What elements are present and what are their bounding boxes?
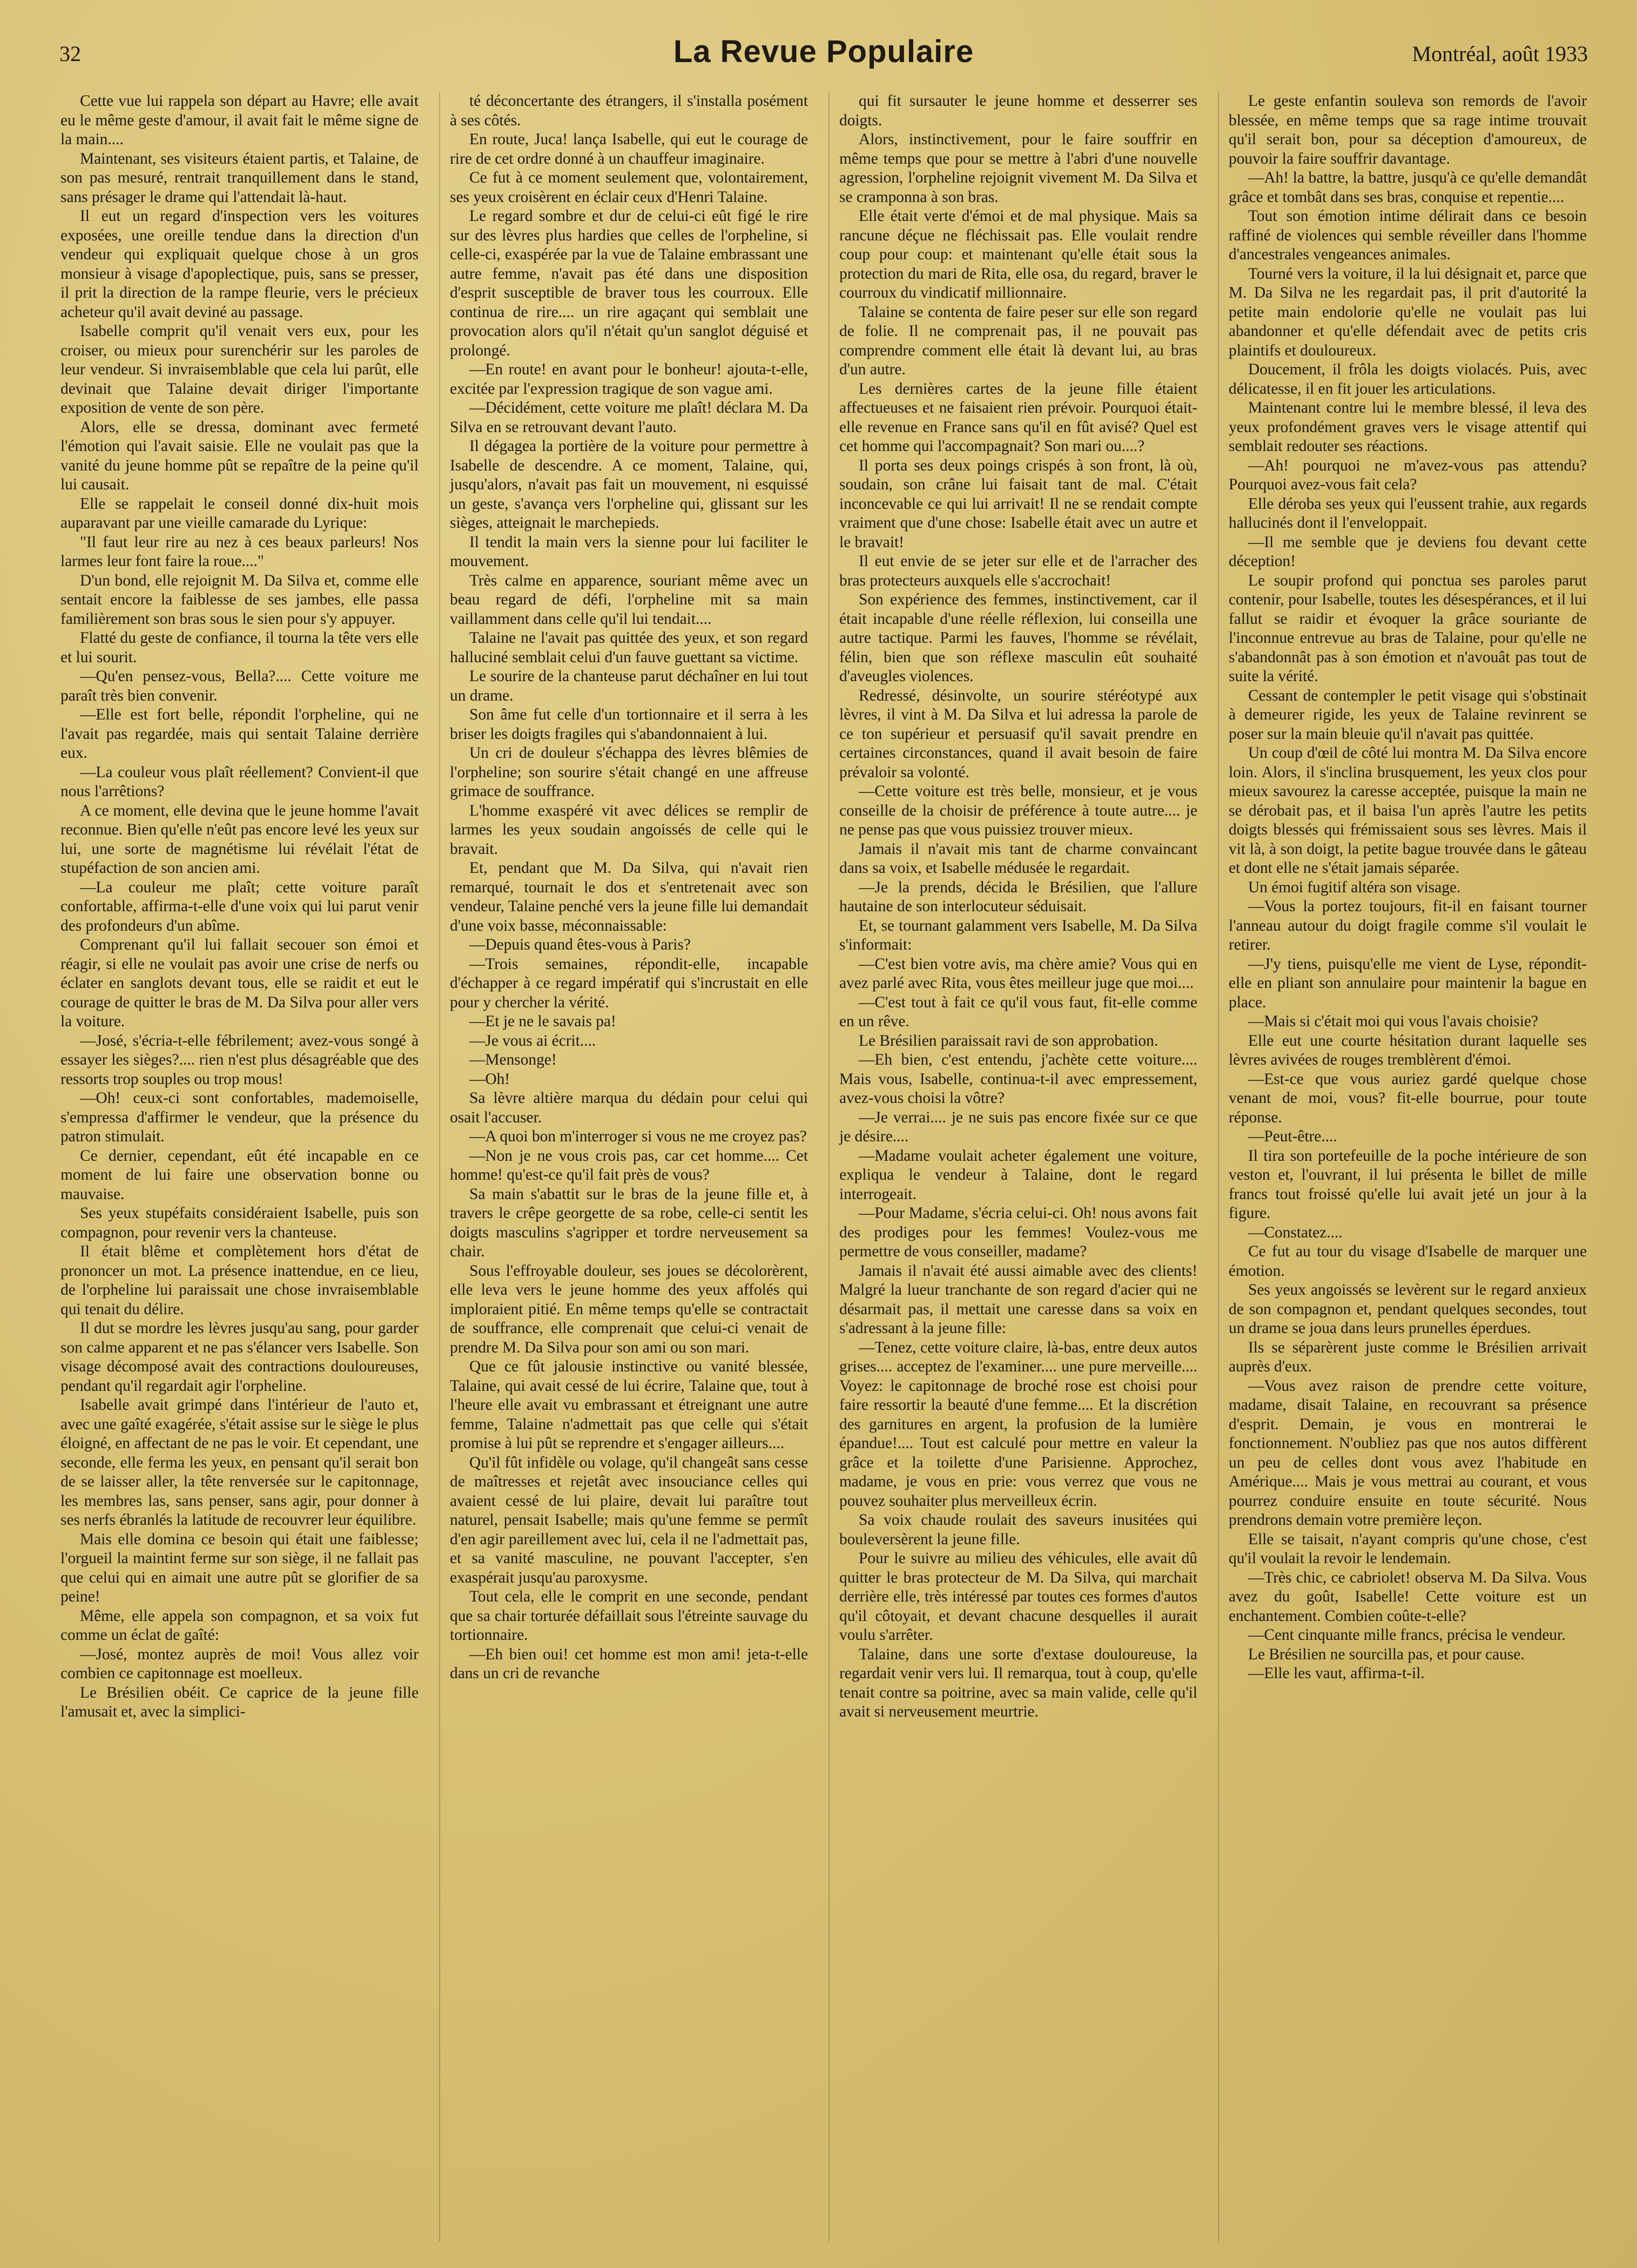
paragraph: Elle se taisait, n'ayant compris qu'une chose, c'est qu'il voulait la revoir le lendemain. xyxy=(1229,1530,1587,1567)
paragraph: —Tenez, cette voiture claire, là-bas, entre deux autos grises.... acceptez de l'examiner.... une pure merveille.... Voyez: le capitonnage de broché rose est choisi pour faire ressortir la beauté d'une femme.... Et la discrétion des garnitures en argent, la profusion de la lumière épandue!.... Tout est calculé pour mettre en valeur la grâce et la toilette d'une Parisienne. Approchez, madame, je vous en prie: vous verrez que vous ne pouvez souhaiter plus merveilleux écrin. xyxy=(839,1338,1197,1510)
paragraph: Le regard sombre et dur de celui-ci eût figé le rire sur des lèvres plus hardies que celles de l'orpheline, si celle-ci, exaspérée par la vue de Talaine embrassant une autre femme, n'avait pas été dans une disposition d'esprit susceptible de braver tous les courroux. Elle continua de rire.... un rire agaçant qui semblait une provocation alors qu'il n'était qu'un sanglot déguisé et prolongé. xyxy=(450,207,808,359)
article-columns xyxy=(60,92,1587,2242)
paragraph: Même, elle appela son compagnon, et sa voix fut comme un éclat de gaîté: xyxy=(60,1607,419,1644)
paragraph: Jamais il n'avait été aussi aimable avec des clients! Malgré la lueur tranchante de son regard d'acier qui ne désarmait pas, il mettait une caresse dans sa voix en s'adressant à la jeune fille: xyxy=(839,1262,1197,1337)
paragraph: Jamais il n'avait mis tant de charme convaincant dans sa voix, et Isabelle médusée le regardait. xyxy=(839,840,1197,877)
paragraph: —C'est tout à fait ce qu'il vous faut, fit-elle comme en un rêve. xyxy=(839,993,1197,1030)
paragraph: —Est-ce que vous auriez gardé quelque chose venant de moi, vous? fit-elle bourrue, pour toute réponse. xyxy=(1229,1070,1587,1126)
paragraph: —Trois semaines, répondit-elle, incapable d'échapper à ce regard impératif qui s'incrustait en elle pour y chercher la vérité. xyxy=(450,955,808,1011)
paragraph: Alors, elle se dressa, dominant avec fermeté l'émotion qui l'avait saisie. Elle ne voulait pas que la vanité du jeune homme pût se repaître de la peine qu'il lui causait. xyxy=(60,418,419,493)
paragraph: Elle déroba ses yeux qui l'eussent trahie, aux regards hallucinés dont il l'enveloppait. xyxy=(1229,495,1587,531)
paragraph: Cette vue lui rappela son départ au Havre; elle avait eu le même geste d'amour, il avait fait le même signe de la main.... xyxy=(60,92,419,148)
paragraph: —Décidément, cette voiture me plaît! déclara M. Da Silva en se retrouvant devant l'auto. xyxy=(450,399,808,436)
paragraph: Maintenant, ses visiteurs étaient partis, et Talaine, de son pas mesuré, rentrait tranquillement dans le stand, sans présager le drame qui l'attendait là-haut. xyxy=(60,150,419,206)
paragraph: Ce dernier, cependant, eût été incapable en ce moment de lui faire une observation bonne ou mauvaise. xyxy=(60,1147,419,1203)
paragraph: —J'y tiens, puisqu'elle me vient de Lyse, répondit-elle en pliant son annulaire pour maintenir la bague en place. xyxy=(1229,955,1587,1011)
paragraph: Il dut se mordre les lèvres jusqu'au sang, pour garder son calme apparent et ne pas s'élancer vers Isabelle. Son visage décomposé avait des contractions douloureuses, pendant qu'il regardait agir l'orpheline. xyxy=(60,1320,419,1395)
paragraph: Il tendit la main vers la sienne pour lui faciliter le mouvement. xyxy=(450,533,808,570)
text-column-2 xyxy=(439,92,808,2242)
paragraph: —Eh bien oui! cet homme est mon ami! jeta-t-elle dans un cri de revanche xyxy=(450,1645,808,1682)
paragraph: Ce fut au tour du visage d'Isabelle de marquer une émotion. xyxy=(1229,1243,1587,1280)
paragraph: A ce moment, elle devina que le jeune homme l'avait reconnue. Bien qu'elle n'eût pas encore levé les yeux sur lui, une sorte de magnétisme lui révélait l'état de stupéfaction de son ancien ami. xyxy=(60,802,419,877)
paragraph: —Oh! ceux-ci sont confortables, mademoiselle, s'empressa d'affirmer le vendeur, que la présence du patron stimulait. xyxy=(60,1089,419,1145)
paragraph: —A quoi bon m'interroger si vous ne me croyez pas? xyxy=(469,1128,807,1145)
paragraph: Très calme en apparence, souriant même avec un beau regard de défi, l'orpheline mit sa main vaillamment dans celle qu'il lui tendait.... xyxy=(450,571,808,628)
paragraph: —Madame voulait acheter également une voiture, expliqua le vendeur à Talaine, dont le regard interrogeait. xyxy=(839,1147,1197,1203)
paragraph: Tout cela, elle le comprit en une seconde, pendant que sa chair torturée défaillait sous l'étreinte sauvage du tortionnaire. xyxy=(450,1588,808,1644)
paragraph: Il eut un regard d'inspection vers les voitures exposées, une oreille tendue dans la direction d'un vendeur qui expliquait quelque chose à un gros monsieur à visage d'apoplectique, puis, sans se presser, il prit la direction de la rampe fleurie, vers le précieux acheteur qu'il avait deviné au passage. xyxy=(60,207,419,321)
paragraph: Pour le suivre au milieu des véhicules, elle avait dû quitter le bras protecteur de M. Da Silva, qui marchait derrière elle, très intéressé par toutes ces formes d'autos qu'il côtoyait, et devant chacune desquelles il aurait voulu s'arrêter. xyxy=(839,1550,1197,1644)
paragraph: —En route! en avant pour le bonheur! ajouta-t-elle, excitée par l'expression tragique de son vague ami. xyxy=(450,361,808,398)
paragraph: —Je verrai.... je ne suis pas encore fixée sur ce que je désire.... xyxy=(839,1108,1197,1145)
paragraph: —José, montez auprès de moi! Vous allez voir combien ce capitonnage est moelleux. xyxy=(60,1645,419,1682)
paragraph: Un cri de douleur s'échappa des lèvres blêmies de l'orpheline; son sourire s'était changé en une affreuse grimace de souffrance. xyxy=(450,744,808,800)
text-column-3 xyxy=(828,92,1197,2242)
paragraph: Mais elle domina ce besoin qui était une faiblesse; l'orgueil la maintint ferme sur son siège, il ne fallait pas que celui qui en aimait une autre pût se glorifier de sa peine! xyxy=(60,1530,419,1605)
paragraph: En route, Juca! lança Isabelle, qui eut le courage de rire de cet ordre donné à un chauffeur imaginaire. xyxy=(450,131,808,167)
paragraph: Son âme fut celle d'un tortionnaire et il serra à les briser les doigts fragiles qui s'abandonnaient à lui. xyxy=(450,706,808,743)
paragraph: Isabelle comprit qu'il venait vers eux, pour les croiser, ou mieux pour surenchérir sur les paroles de leur vendeur. Si invraisemblable que cela lui parût, elle devinait que Talaine devait diriger l'importante exposition de vente de son père. xyxy=(60,322,419,416)
paragraph: —Mensonge! xyxy=(469,1051,557,1068)
paragraph: "Il faut leur rire au nez à ces beaux parleurs! Nos larmes leur font faire la roue...." xyxy=(60,533,419,570)
paragraph: Sa main s'abattit sur le bras de la jeune fille et, à travers le crêpe georgette de sa robe, celle-ci sentit les doigts masculins s'agripper et tordre nerveusement sa chair. xyxy=(450,1185,808,1260)
paragraph: Un émoi fugitif altéra son visage. xyxy=(1248,878,1461,896)
paragraph: Il porta ses deux poings crispés à son front, là où, soudain, son crâne lui faisait tant de mal. C'était inconcevable ce qui lui arrivait! Il ne se rendait compte vraiment que d'une chose: Isabelle était avec un autre et le bravait! xyxy=(839,456,1197,551)
paragraph: Son expérience des femmes, instinctivement, car il était incapable d'une réelle réflexion, lui conseilla une autre tactique. Parmi les fauves, l'homme se révélait, félin, bien que son réflexe masculin eût souhaité d'aveugles violences. xyxy=(839,591,1197,685)
dateline: Montréal, août 1933 xyxy=(1412,42,1588,66)
paragraph: Il eut envie de se jeter sur elle et de l'arracher des bras protecteurs auxquels elle s'accrochait! xyxy=(839,553,1197,589)
paragraph: Un coup d'œil de côté lui montra M. Da Silva encore loin. Alors, il s'inclina brusquement, les yeux clos pour mieux savourez la caresse acceptée, puisque la main ne se dérobait pas, et il baisa l'un après l'autre les petits doigts blessés qui frémissaient sous ses lèvres. Mais il vit là, à son doigt, la petite bague trouvée dans le gâteau et dont elle ne s'était jamais séparée. xyxy=(1229,744,1587,877)
paragraph: —Depuis quand êtes-vous à Paris? xyxy=(469,936,691,953)
paragraph: Flatté du geste de confiance, il tourna la tête vers elle et lui sourit. xyxy=(60,629,419,666)
paragraph: —Vous la portez toujours, fit-il en faisant tourner l'anneau autour du doigt fragile comme s'il voulait le retirer. xyxy=(1229,898,1587,953)
paragraph: —Mais si c'était moi qui vous l'avais choisie? xyxy=(1248,1013,1539,1030)
paragraph: L'homme exaspéré vit avec délices se remplir de larmes les yeux soudain angoissés de celle qui le bravait. xyxy=(450,802,808,858)
paragraph: —Très chic, ce cabriolet! observa M. Da Silva. Vous avez du goût, Isabelle! Cette voiture est un enchantement. Combien coûte-t-elle? xyxy=(1229,1569,1587,1625)
paragraph: —Elle est fort belle, répondit l'orpheline, qui ne l'avait pas regardée, mais qui sentait Talaine derrière eux. xyxy=(60,706,419,762)
paragraph: —Vous avez raison de prendre cette voiture, madame, disait Talaine, en recouvrant sa présence d'esprit. Demain, je vous en montrerai le fonctionnement. N'oubliez pas que nos autos diffèrent un peu de celles dont vous avez l'habitude en Amérique.... Mais je vous mettrai au courant, et vous pourrez conduire ensuite en toute sécurité. Nous prendrons demain votre première leçon. xyxy=(1229,1377,1587,1529)
paragraph: Et, pendant que M. Da Silva, qui n'avait rien remarqué, tournait le dos et s'entretenait avec son vendeur, Talaine penché vers la jeune fille lui demandait d'une voix basse, méconnaissable: xyxy=(450,859,808,934)
paragraph: Sous l'effroyable douleur, ses joues se décolorèrent, elle leva vers le jeune homme des yeux affolés qui imploraient pitié. En même temps qu'elle se contractait de souffrance, elle comprenait que celui-ci venait de prendre M. Da Silva pour son ami ou son mari. xyxy=(450,1262,808,1356)
paragraph: Elle était verte d'émoi et de mal physique. Mais sa rancune déçue ne fléchissait pas. Elle voulait rendre coup pour coup: et maintenant qu'elle était sous la protection du mari de Rita, elle osa, du regard, braver le courroux du vindicatif millionnaire. xyxy=(839,207,1197,301)
paragraph: —Pour Madame, s'écria celui-ci. Oh! nous avons fait des prodiges pour les femmes! Voulez-vous me permettre de vous conseiller, madame? xyxy=(839,1204,1197,1260)
paragraph: —Je vous ai écrit.... xyxy=(469,1032,596,1049)
paragraph: Elle eut une courte hésitation durant laquelle ses lèvres avivées de rouges tremblèrent d'émoi. xyxy=(1229,1032,1587,1068)
paragraph: —Il me semble que je deviens fou devant cette déception! xyxy=(1229,533,1587,570)
paragraph: —Non je ne vous crois pas, car cet homme.... Cet homme! qu'est-ce qu'il fait près de vous? xyxy=(450,1147,808,1183)
paragraph: —José, s'écria-t-elle fébrilement; avez-vous songé à essayer les sièges?.... rien n'est plus désagréable que des ressorts trop souples ou trop mous! xyxy=(60,1032,419,1088)
paragraph: —Cette voiture est très belle, monsieur, et je vous conseille de la choisir de préférence à toute autre.... je ne pense pas que vous puissiez trouver mieux. xyxy=(839,783,1197,838)
paragraph: —Ah! pourquoi ne m'avez-vous pas attendu? Pourquoi avez-vous fait cela? xyxy=(1229,456,1587,493)
paragraph: Maintenant contre lui le membre blessé, il leva des yeux profondément graves vers le visage attentif qui semblait redouter ses réactions. xyxy=(1229,399,1587,455)
paragraph: Que ce fût jalousie instinctive ou vanité blessée, Talaine, qui avait cessé de lui écrire, Talaine que, tout à l'heure elle avait vu embrassant et étreignant une autre femme, Talaine n'admettait pas que celle qui s'était promise à lui pût se reprendre et s'engager ailleurs.... xyxy=(450,1358,808,1452)
paragraph: Isabelle avait grimpé dans l'intérieur de l'auto et, avec une gaîté exagérée, s'était assise sur le siège le plus éloigné, en affectant de ne pas le voir. Et cependant, une seconde, elle ferma les yeux, en pensant qu'il serait bon de se laisser aller, la tête renversée sur le capitonnage, les membres las, sans penser, sans agir, pour donner à ses nerfs ébranlés la latitude de recouvrer leur équilibre. xyxy=(60,1396,419,1529)
paragraph: Le Brésilien obéit. Ce caprice de la jeune fille l'amusait et, avec la simplici- xyxy=(60,1684,419,1720)
paragraph: D'un bond, elle rejoignit M. Da Silva et, comme elle sentait encore la faiblesse de ses jambes, elle passa familièrement son bras sous le sien pour s'y appuyer. xyxy=(60,571,419,628)
paragraph: Comprenant qu'il lui fallait secouer son émoi et réagir, si elle ne voulait pas avoir une crise de nerfs ou éclater en sanglots devant tous, elle se raidit et eut le courage de quitter le bras de M. Da Silva pour aller vers la voiture. xyxy=(60,936,419,1030)
paragraph: —Constatez.... xyxy=(1248,1223,1343,1241)
paragraph: Talaine se contenta de faire peser sur elle son regard de folie. Il ne comprenait pas, il ne pouvait pas comprendre comment elle était là devant lui, au bras d'un autre. xyxy=(839,303,1197,378)
paragraph: —Eh bien, c'est entendu, j'achète cette voiture.... Mais vous, Isabelle, continua-t-il avec empressement, avez-vous choisi la vôtre? xyxy=(839,1051,1197,1107)
paragraph: —Elle les vaut, affirma-t-il. xyxy=(1248,1665,1425,1682)
paragraph: Tout son émotion intime délirait dans ce besoin raffiné de violences qui semble réveiller dans l'homme d'ancestrales vengeances animales. xyxy=(1229,207,1587,263)
paragraph: té déconcertante des étrangers, il s'installa posément à ses côtés. xyxy=(450,92,808,129)
paragraph: Sa lèvre altière marqua du dédain pour celui qui osait l'accuser. xyxy=(450,1089,808,1126)
paragraph: Elle se rappelait le conseil donné dix-huit mois auparavant par une vieille camarade du Lyrique: xyxy=(60,495,419,531)
paragraph: —Qu'en pensez-vous, Bella?.... Cette voiture me paraît très bien convenir. xyxy=(60,668,419,704)
paragraph: Le Brésilien paraissait ravi de son approbation. xyxy=(859,1032,1158,1049)
paragraph: Alors, instinctivement, pour le faire souffrir en même temps que pour se mettre à l'abri d'une nouvelle agression, l'orpheline rejoignit vivement M. Da Silva et se cramponna à son bras. xyxy=(839,131,1197,206)
paragraph: —Cent cinquante mille francs, précisa le vendeur. xyxy=(1248,1626,1566,1644)
paragraph: Le Brésilien ne sourcilla pas, et pour cause. xyxy=(1248,1645,1525,1663)
text-column-1 xyxy=(60,92,419,2242)
paragraph: —C'est bien votre avis, ma chère amie? Vous qui en avez parlé avec Rita, vous êtes meilleur juge que moi.... xyxy=(839,955,1197,992)
paragraph: —La couleur me plaît; cette voiture paraît confortable, affirma-t-elle d'une voix qui lui parut venir des profondeurs d'un abîme. xyxy=(60,878,419,934)
paragraph: Qu'il fût infidèle ou volage, qu'il changeât sans cesse de maîtresses et rejetât avec insouciance celles qui avaient cessé de lui plaire, devait lui paraître tout naturel, pensait Isabelle; mais qu'une femme se permît d'en agir pareillement avec lui, cela il ne l'admettait pas, et sa vanité masculine, ne pouvant l'accepter, s'en exaspérait jusqu'au paroxysme. xyxy=(450,1453,808,1586)
paragraph: Sa voix chaude roulait des saveurs inusitées qui bouleversèrent la jeune fille. xyxy=(839,1511,1197,1548)
page-number: 32 xyxy=(59,42,81,66)
paragraph: Doucement, il frôla les doigts violacés. Puis, avec délicatesse, il en fit jouer les articulations. xyxy=(1229,361,1587,398)
paragraph: —Et je ne le savais pa! xyxy=(469,1013,616,1030)
paragraph: Le soupir profond qui ponctua ses paroles parut contenir, pour Isabelle, toutes les désespérances, et il lui fallut se raidir et évoquer la grâce souriante de l'inconnue entrevue au bras de Talaine, pour qu'elle ne s'abandonnât pas à son émotion et n'avouât pas tout de suite la vérité. xyxy=(1229,571,1587,685)
text-column-4 xyxy=(1218,92,1587,2242)
paragraph: Il dégagea la portière de la voiture pour permettre à Isabelle de descendre. A ce moment, Talaine, qui, jusqu'alors, n'avait pas fait un mouvement, ni esquissé un geste, s'avança vers l'orpheline qui, glissant sur les sièges, atteignait le marchepieds. xyxy=(450,438,808,531)
paragraph: —Ah! la battre, la battre, jusqu'à ce qu'elle demandât grâce et tombât dans ses bras, conquise et repentie.... xyxy=(1229,169,1587,206)
paragraph: Ses yeux angoissés se levèrent sur le regard anxieux de son compagnon et, pendant quelques secondes, tout un drame se joua dans leurs prunelles éperdues. xyxy=(1229,1281,1587,1337)
paragraph: Il était blême et complètement hors d'état de prononcer un mot. La présence inattendue, en ce lieu, de l'orpheline lui paraissait une chose invraisemblable qui tenait du délire. xyxy=(60,1243,419,1318)
paragraph: Redressé, désinvolte, un sourire stéréotypé aux lèvres, il vint à M. Da Silva et lui adressa la parole de ce ton supérieur et persuasif qu'il savait prendre en certaines circonstances, quand il avait besoin de faire prévaloir sa volonté. xyxy=(839,687,1197,781)
paragraph: —Peut-être.... xyxy=(1248,1128,1337,1145)
paragraph: Le sourire de la chanteuse parut déchaîner en lui tout un drame. xyxy=(450,668,808,704)
paragraph: Cessant de contempler le petit visage qui s'obstinait à demeurer rigide, les yeux de Talaine revinrent se poser sur la main bleuie qu'il n'avait pas quittée. xyxy=(1229,687,1587,743)
paragraph: —Oh! xyxy=(469,1070,510,1088)
paragraph: Tourné vers la voiture, il la lui désignait et, parce que M. Da Silva ne les regardait pas, il prit d'autorité la petite main endolorie qu'elle ne voulait pas lui abandonner et qu'elle défendait avec de petits cris plaintifs et douloureux. xyxy=(1229,265,1587,359)
paragraph: Le geste enfantin souleva son remords de l'avoir blessée, en même temps que sa rage intime trouvait qu'il serait bon, pour sa déception d'amoureux, de pouvoir la faire souffrir davantage. xyxy=(1229,92,1587,167)
page-header xyxy=(59,33,1588,71)
paragraph: Ce fut à ce moment seulement que, volontairement, ses yeux croisèrent en éclair ceux d'Henri Talaine. xyxy=(450,169,808,206)
paragraph: Et, se tournant galamment vers Isabelle, M. Da Silva s'informait: xyxy=(839,917,1197,953)
paragraph: —Je la prends, décida le Brésilien, que l'allure hautaine de son interlocuteur séduisait. xyxy=(839,878,1197,915)
paragraph: Talaine, dans une sorte d'extase douloureuse, la regardait venir vers lui. Il remarqua, tout à coup, qu'elle tenait contre sa poitrine, avec sa main valide, celle qu'il avait si nerveusement meurtrie. xyxy=(839,1645,1197,1720)
magazine-title: La Revue Populaire xyxy=(673,34,974,69)
paragraph: Ses yeux stupéfaits considéraient Isabelle, puis son compagnon, pour revenir vers la chanteuse. xyxy=(60,1204,419,1241)
paragraph: —La couleur vous plaît réellement? Convient-il que nous l'arrêtions? xyxy=(60,763,419,800)
paragraph: Ils se séparèrent juste comme le Brésilien arrivait auprès d'eux. xyxy=(1229,1338,1587,1375)
paragraph: Talaine ne l'avait pas quittée des yeux, et son regard halluciné semblait celui d'un fauve guettant sa victime. xyxy=(450,629,808,666)
paragraph: Les dernières cartes de la jeune fille étaient affectueuses et ne faisaient rien prévoir. Pourquoi était-elle revenue en France sans qu'il en fût avisé? Quel est cet homme qui l'accompagnait? Son mari ou....? xyxy=(839,380,1197,455)
paragraph: Il tira son portefeuille de la poche intérieure de son veston et, l'ouvrant, il lui présenta le billet de mille francs tout froissé qu'elle lui avait jeté un jour à la figure. xyxy=(1229,1147,1587,1222)
paragraph: qui fit sursauter le jeune homme et desserrer ses doigts. xyxy=(839,92,1197,129)
